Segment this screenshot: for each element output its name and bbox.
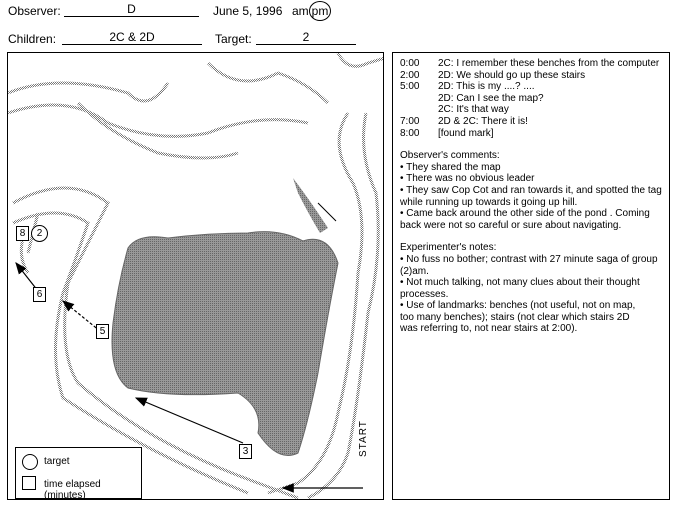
legend-target-label: target <box>44 456 70 467</box>
time-marker-8[interactable]: 8 <box>16 226 29 241</box>
transcript-row: 0:00 2C: I remember these benches from the computer <box>400 58 660 69</box>
comment-line: • They shared the map <box>400 161 501 173</box>
pm-circled-text: pm <box>309 1 331 21</box>
observer-label: Observer: <box>8 4 61 18</box>
transcript-row: 2C: It's that way <box>438 104 509 116</box>
transcript-row: 2D: Can I see the map? <box>438 92 544 104</box>
time-legend-icon <box>22 476 36 490</box>
note-line: • Use of landmarks: benches (not useful, not on map, <box>400 300 636 312</box>
am-text: am <box>292 4 309 18</box>
note-line: too many benches); stairs (not clear which stairs 2D <box>400 311 630 323</box>
note-line: processes. <box>400 288 449 300</box>
comment-line: while running up towards it going up hill. <box>400 196 578 208</box>
note-line: was referring to, not near stairs at 2:00). <box>400 323 578 335</box>
pond <box>112 232 338 456</box>
date-text: June 5, 1996 <box>213 4 283 18</box>
stream <box>293 178 328 233</box>
notes-panel <box>392 52 670 500</box>
comment-line: back were not so careful or sure about navigating. <box>400 219 622 231</box>
transcript-row: 8:00 [found mark] <box>400 127 494 139</box>
target-marker[interactable]: 2 <box>31 225 48 242</box>
comment-line: • They saw Cop Cot and ran towards it, and spotted the tag <box>400 184 662 196</box>
legend-time-label: time elapsed (minutes) <box>44 479 101 500</box>
children-field[interactable]: 2C & 2D <box>62 30 202 45</box>
observer-field[interactable]: D <box>64 2 199 17</box>
transcript-row: 7:00 2D & 2C: There it is! <box>400 115 528 127</box>
time-marker-5[interactable]: 5 <box>96 324 109 339</box>
comment-line: • There was no obvious leader <box>400 173 535 185</box>
route-map <box>8 53 384 500</box>
note-line: • Not much talking, not many clues about their thought <box>400 277 640 289</box>
observer-comments-heading: Observer's comments: <box>400 150 500 162</box>
target-field[interactable]: 2 <box>256 30 356 45</box>
map-panel <box>7 52 384 500</box>
comment-line: • Came back around the other side of the pond . Coming <box>400 208 650 220</box>
target-label: Target: <box>215 32 252 46</box>
children-label: Children: <box>8 32 57 46</box>
target-legend-icon <box>22 454 38 470</box>
experimenter-notes <box>400 242 662 335</box>
transcript-row: 5:00 2D: This is my ....? .... <box>400 81 535 93</box>
map-legend <box>15 447 142 499</box>
transcript <box>400 58 662 139</box>
note-line: (2)am. <box>400 265 429 277</box>
transcript-row: 2:00 2D: We should go up these stairs <box>400 69 586 81</box>
note-line: • No fuss no bother; contrast with 27 minute saga of group <box>400 253 658 265</box>
time-marker-6[interactable]: 6 <box>33 287 46 302</box>
observer-comments <box>400 150 662 231</box>
time-marker-3[interactable]: 3 <box>239 444 252 459</box>
start-label: START <box>358 420 369 457</box>
experimenter-notes-heading: Experimenter's notes: <box>400 242 497 254</box>
